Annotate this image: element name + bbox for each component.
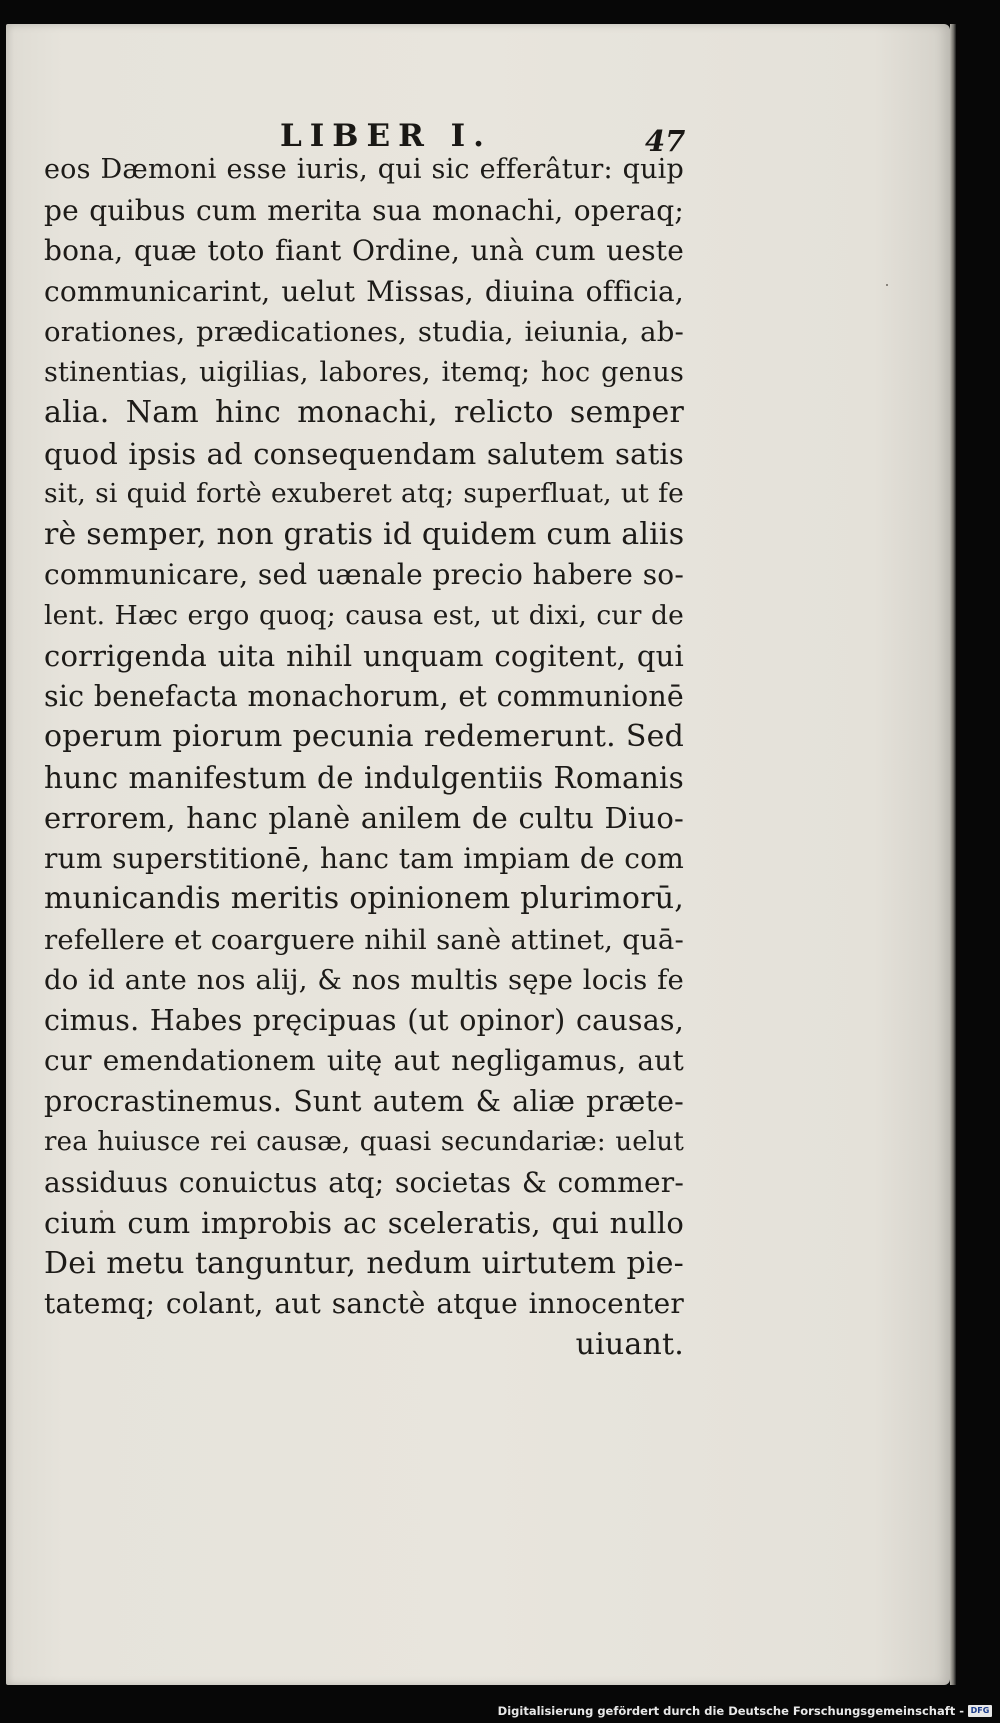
text-line: refellere et coarguere nihil sanè attinet, quā-	[44, 923, 684, 956]
text-line: cimus. Habes pręcipuas (ut opinor) causas,	[44, 1003, 684, 1037]
text-line: stinentias, uigilias, labores, itemq; hoc genus	[44, 356, 684, 388]
ink-speck	[886, 284, 888, 286]
text-line: lent. Hæc ergo quoq; causa est, ut dixi, cur de	[44, 599, 684, 631]
text-line: do id ante nos alij, & nos multis sępe locis fe	[44, 964, 684, 996]
text-line: tatemq; colant, aut sanctè atque innocenter	[44, 1287, 684, 1320]
text-line: cur emendationem uitę aut negligamus, aut	[44, 1044, 684, 1077]
closing-line: uiuant.	[575, 1326, 684, 1362]
text-line: orationes, prædicationes, studia, ieiunia, ab-	[44, 316, 684, 348]
text-line: sic benefacta monachorum, et communionē	[44, 679, 684, 713]
text-line: municandis meritis opinionem plurimorū,	[44, 881, 684, 916]
page-edge	[950, 24, 956, 1685]
funding-footer	[498, 1703, 992, 1719]
text-line: bona, quæ toto fiant Ordine, unà cum ueste	[44, 234, 684, 267]
text-line: procrastinemus. Sunt autem & aliæ præte-	[44, 1084, 684, 1118]
text-line: communicare, sed uænale precio habere so-	[44, 558, 684, 591]
text-line: pe quibus cum merita sua monachi, operaq;	[44, 193, 684, 227]
text-line: rea huiusce rei causæ, quasi secundariæ: uelut	[44, 1127, 684, 1157]
text-line: rè semper, non gratis id quidem cum aliis	[44, 516, 685, 552]
text-line: corrigenda uita nihil unquam cogitent, qui	[44, 639, 684, 673]
text-line: eos Dæmoni esse iuris, qui sic efferâtur: quip	[44, 154, 684, 185]
body-text	[44, 150, 684, 1365]
text-line: cium cum improbis ac sceleratis, qui nullo	[44, 1206, 684, 1240]
text-line: Dei metu tanguntur, nedum uirtutem pie-	[44, 1245, 684, 1281]
text-line: rum superstitionē, hanc tam impiam de com	[44, 841, 684, 875]
text-line: operum piorum pecunia redemerunt. Sed	[44, 719, 684, 754]
text-line: alia. Nam hinc monachi, relicto semper	[44, 395, 684, 430]
text-line: sit, si quid fortè exuberet atq; superfluat, ut fe	[44, 478, 684, 509]
text-line: communicarint, uelut Missas, diuina officia,	[44, 274, 684, 308]
running-title: LIBER I.	[280, 118, 492, 154]
text-line: quod ipsis ad consequendam salutem satis	[44, 436, 684, 471]
page-number: 47	[645, 124, 686, 158]
text-line: assiduus conuictus atq; societas & commer-	[44, 1165, 684, 1199]
text-line: hunc manifestum de indulgentiis Romanis	[44, 760, 684, 795]
dfg-logo-icon: DFG	[968, 1705, 992, 1717]
text-line: errorem, hanc planè anilem de cultu Diuo-	[44, 801, 684, 835]
funding-credit: Digitalisierung gefördert durch die Deutsche Forschungsgemeinschaft -	[497, 1704, 964, 1718]
